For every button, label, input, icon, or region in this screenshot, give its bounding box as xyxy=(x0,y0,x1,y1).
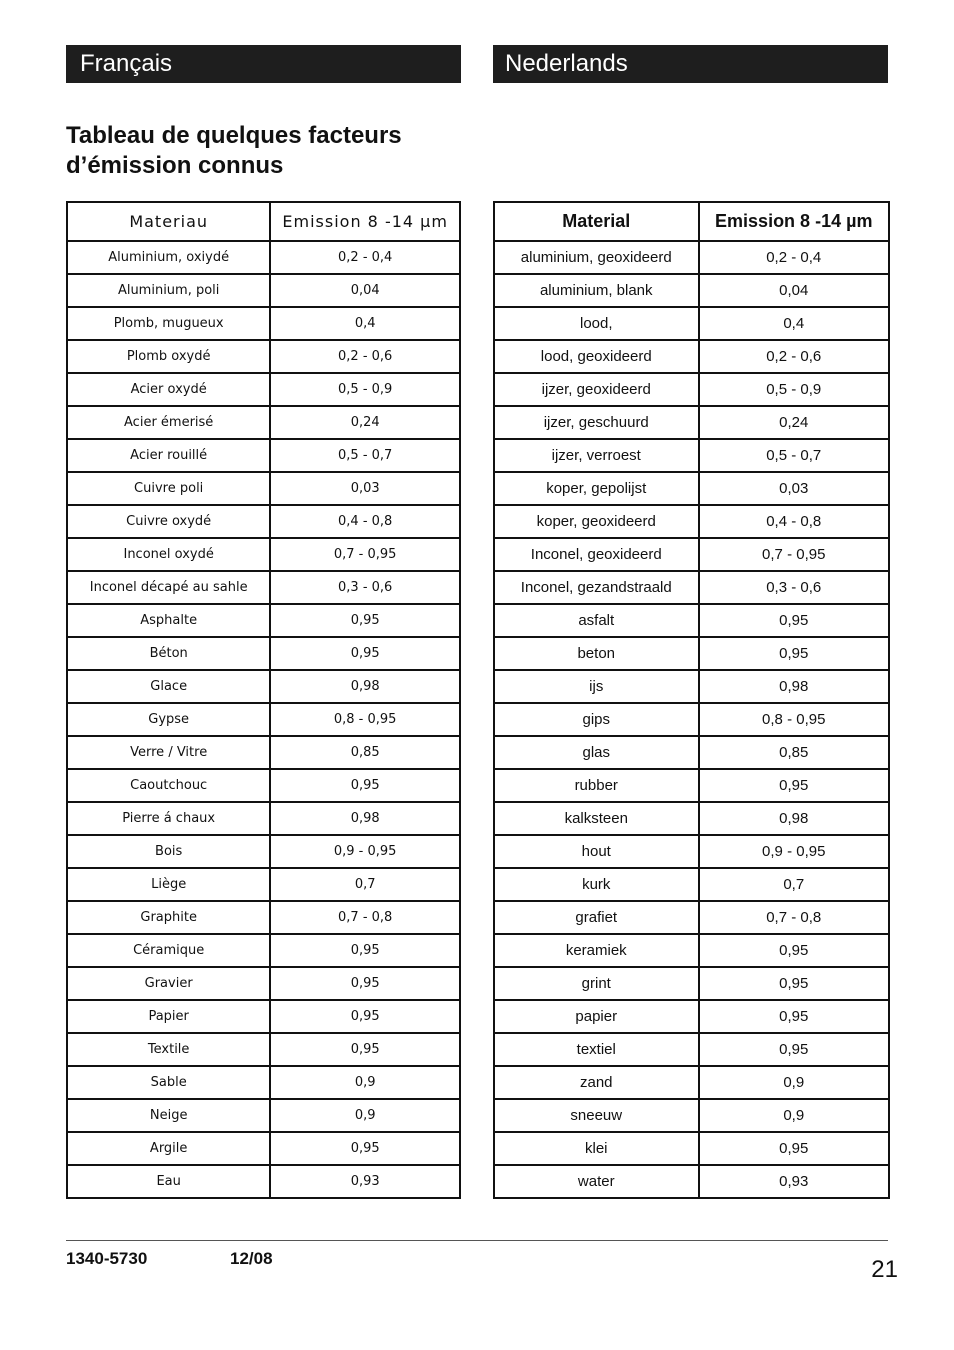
material-cell: Textile xyxy=(67,1033,270,1066)
table-row xyxy=(67,571,460,604)
table-row xyxy=(494,1000,889,1033)
table-row xyxy=(67,307,460,340)
table-row xyxy=(494,835,889,868)
table-row xyxy=(494,1165,889,1198)
emission-cell: 0,7 xyxy=(270,868,460,901)
table-row xyxy=(494,703,889,736)
emission-cell: 0,85 xyxy=(270,736,460,769)
table-row xyxy=(67,835,460,868)
emission-cell: 0,95 xyxy=(270,637,460,670)
material-cell: klei xyxy=(494,1132,699,1165)
material-cell: kurk xyxy=(494,868,699,901)
table-header-row xyxy=(494,202,889,241)
table-row xyxy=(494,670,889,703)
table-row xyxy=(494,373,889,406)
table-row xyxy=(67,703,460,736)
emission-cell: 0,95 xyxy=(699,1132,890,1165)
material-cell: Caoutchouc xyxy=(67,769,270,802)
emission-cell: 0,95 xyxy=(699,967,890,1000)
material-cell: Graphite xyxy=(67,901,270,934)
table-row xyxy=(494,505,889,538)
emission-cell: 0,9 xyxy=(699,1099,890,1132)
page-number: 21 xyxy=(871,1256,898,1283)
table-row xyxy=(494,769,889,802)
material-cell: hout xyxy=(494,835,699,868)
table-row xyxy=(67,868,460,901)
emission-cell: 0,7 - 0,8 xyxy=(270,901,460,934)
emission-cell: 0,98 xyxy=(270,670,460,703)
material-cell: ijzer, geoxideerd xyxy=(494,373,699,406)
emission-cell: 0,95 xyxy=(270,1033,460,1066)
emission-cell: 0,9 xyxy=(699,1066,890,1099)
material-cell: Papier xyxy=(67,1000,270,1033)
emission-cell: 0,03 xyxy=(270,472,460,505)
column-header-material: Materiau xyxy=(67,202,270,241)
table-row xyxy=(494,406,889,439)
emission-cell: 0,4 xyxy=(270,307,460,340)
table-row xyxy=(494,967,889,1000)
emission-cell: 0,4 - 0,8 xyxy=(270,505,460,538)
material-cell: Gravier xyxy=(67,967,270,1000)
emission-cell: 0,7 - 0,95 xyxy=(270,538,460,571)
material-cell: grafiet xyxy=(494,901,699,934)
material-cell: ijzer, verroest xyxy=(494,439,699,472)
table-row xyxy=(67,340,460,373)
material-cell: gips xyxy=(494,703,699,736)
material-cell: Asphalte xyxy=(67,604,270,637)
table-row xyxy=(67,670,460,703)
material-cell: asfalt xyxy=(494,604,699,637)
table-row xyxy=(494,604,889,637)
emission-cell: 0,5 - 0,7 xyxy=(270,439,460,472)
dutch-emission-table xyxy=(493,201,890,1199)
material-cell: Plomb, mugueux xyxy=(67,307,270,340)
material-cell: Argile xyxy=(67,1132,270,1165)
table-row xyxy=(494,637,889,670)
emission-cell: 0,7 - 0,95 xyxy=(699,538,890,571)
emission-cell: 0,95 xyxy=(699,769,890,802)
material-cell: Gypse xyxy=(67,703,270,736)
material-cell: ijzer, geschuurd xyxy=(494,406,699,439)
table-row xyxy=(494,274,889,307)
french-table-body xyxy=(67,241,460,1198)
emission-cell: 0,5 - 0,7 xyxy=(699,439,890,472)
table-row xyxy=(494,571,889,604)
emission-cell: 0,3 - 0,6 xyxy=(699,571,890,604)
emission-cell: 0,9 xyxy=(270,1099,460,1132)
material-cell: Liège xyxy=(67,868,270,901)
table-row xyxy=(494,736,889,769)
material-cell: Pierre á chaux xyxy=(67,802,270,835)
emission-cell: 0,93 xyxy=(699,1165,890,1198)
emission-cell: 0,8 - 0,95 xyxy=(699,703,890,736)
emission-cell: 0,95 xyxy=(270,1132,460,1165)
material-cell: lood, xyxy=(494,307,699,340)
emission-cell: 0,93 xyxy=(270,1165,460,1198)
material-cell: Bois xyxy=(67,835,270,868)
emission-cell: 0,95 xyxy=(699,637,890,670)
material-cell: rubber xyxy=(494,769,699,802)
table-row xyxy=(67,934,460,967)
material-cell: Cuivre poli xyxy=(67,472,270,505)
emission-cell: 0,4 - 0,8 xyxy=(699,505,890,538)
table-row xyxy=(67,604,460,637)
emission-cell: 0,4 xyxy=(699,307,890,340)
material-cell: Céramique xyxy=(67,934,270,967)
emission-cell: 0,2 - 0,4 xyxy=(699,241,890,274)
emission-cell: 0,3 - 0,6 xyxy=(270,571,460,604)
french-title-line2: d’émission connus xyxy=(66,152,284,179)
emission-cell: 0,98 xyxy=(270,802,460,835)
table-row xyxy=(67,406,460,439)
dutch-language-header: Nederlands xyxy=(493,45,888,83)
material-cell: sneeuw xyxy=(494,1099,699,1132)
table-row xyxy=(494,1132,889,1165)
material-cell: koper, geoxideerd xyxy=(494,505,699,538)
table-row xyxy=(67,1099,460,1132)
column-header-material: Material xyxy=(494,202,699,241)
material-cell: koper, gepolijst xyxy=(494,472,699,505)
material-cell: Inconel, gezandstraald xyxy=(494,571,699,604)
table-row xyxy=(67,439,460,472)
emission-cell: 0,2 - 0,6 xyxy=(699,340,890,373)
material-cell: Cuivre oxydé xyxy=(67,505,270,538)
dutch-table-body xyxy=(494,241,889,1198)
table-row xyxy=(67,1066,460,1099)
emission-cell: 0,95 xyxy=(699,604,890,637)
table-row xyxy=(494,802,889,835)
material-cell: Inconel oxydé xyxy=(67,538,270,571)
table-row xyxy=(67,967,460,1000)
emission-cell: 0,03 xyxy=(699,472,890,505)
table-row xyxy=(494,1099,889,1132)
emission-cell: 0,2 - 0,4 xyxy=(270,241,460,274)
document-date: 12/08 xyxy=(230,1249,273,1268)
emission-cell: 0,24 xyxy=(270,406,460,439)
material-cell: Inconel décapé au sahle xyxy=(67,571,270,604)
table-row xyxy=(67,901,460,934)
table-row xyxy=(494,901,889,934)
material-cell: aluminium, blank xyxy=(494,274,699,307)
table-row xyxy=(494,439,889,472)
material-cell: Béton xyxy=(67,637,270,670)
emission-cell: 0,95 xyxy=(270,934,460,967)
table-row xyxy=(67,736,460,769)
footer-divider xyxy=(66,1240,888,1241)
document-number: 1340-5730 xyxy=(66,1249,148,1268)
material-cell: lood, geoxideerd xyxy=(494,340,699,373)
emission-cell: 0,7 xyxy=(699,868,890,901)
table-row xyxy=(67,538,460,571)
material-cell: Acier émerisé xyxy=(67,406,270,439)
french-emission-table xyxy=(66,201,461,1199)
emission-cell: 0,95 xyxy=(699,1033,890,1066)
material-cell: Inconel, geoxideerd xyxy=(494,538,699,571)
emission-cell: 0,5 - 0,9 xyxy=(270,373,460,406)
material-cell: textiel xyxy=(494,1033,699,1066)
material-cell: Sable xyxy=(67,1066,270,1099)
emission-cell: 0,24 xyxy=(699,406,890,439)
material-cell: Acier oxydé xyxy=(67,373,270,406)
material-cell: water xyxy=(494,1165,699,1198)
emission-cell: 0,2 - 0,6 xyxy=(270,340,460,373)
french-language-header: Français xyxy=(66,45,461,83)
emission-cell: 0,95 xyxy=(270,769,460,802)
emission-cell: 0,04 xyxy=(270,274,460,307)
table-row xyxy=(494,241,889,274)
table-row xyxy=(67,373,460,406)
material-cell: glas xyxy=(494,736,699,769)
emission-cell: 0,9 - 0,95 xyxy=(699,835,890,868)
emission-cell: 0,98 xyxy=(699,670,890,703)
table-row xyxy=(67,1132,460,1165)
material-cell: Aluminium, oxiydé xyxy=(67,241,270,274)
emission-cell: 0,95 xyxy=(270,1000,460,1033)
material-cell: beton xyxy=(494,637,699,670)
emission-cell: 0,7 - 0,8 xyxy=(699,901,890,934)
table-row xyxy=(67,769,460,802)
emission-cell: 0,9 - 0,95 xyxy=(270,835,460,868)
material-cell: ijs xyxy=(494,670,699,703)
emission-cell: 0,95 xyxy=(270,604,460,637)
french-table-title xyxy=(66,121,486,181)
material-cell: Neige xyxy=(67,1099,270,1132)
column-header-emission: Emission 8 -14 µm xyxy=(270,202,460,241)
material-cell: Verre / Vitre xyxy=(67,736,270,769)
emission-cell: 0,95 xyxy=(699,934,890,967)
material-cell: kalksteen xyxy=(494,802,699,835)
table-row xyxy=(494,1033,889,1066)
emission-cell: 0,95 xyxy=(699,1000,890,1033)
emission-cell: 0,98 xyxy=(699,802,890,835)
table-row xyxy=(67,802,460,835)
table-row xyxy=(67,1033,460,1066)
table-row xyxy=(494,538,889,571)
table-row xyxy=(67,1000,460,1033)
emission-cell: 0,8 - 0,95 xyxy=(270,703,460,736)
table-row xyxy=(67,241,460,274)
material-cell: Acier rouillé xyxy=(67,439,270,472)
material-cell: Plomb oxydé xyxy=(67,340,270,373)
table-row xyxy=(67,472,460,505)
emission-cell: 0,95 xyxy=(270,967,460,1000)
table-row xyxy=(67,637,460,670)
emission-cell: 0,9 xyxy=(270,1066,460,1099)
column-header-emission: Emission 8 -14 µm xyxy=(699,202,890,241)
material-cell: papier xyxy=(494,1000,699,1033)
french-title-line1: Tableau de quelques facteurs xyxy=(66,122,402,149)
material-cell: Aluminium, poli xyxy=(67,274,270,307)
table-row xyxy=(494,472,889,505)
material-cell: zand xyxy=(494,1066,699,1099)
table-row xyxy=(67,505,460,538)
material-cell: keramiek xyxy=(494,934,699,967)
material-cell: Glace xyxy=(67,670,270,703)
table-row xyxy=(67,274,460,307)
material-cell: grint xyxy=(494,967,699,1000)
emission-cell: 0,85 xyxy=(699,736,890,769)
material-cell: Eau xyxy=(67,1165,270,1198)
table-row xyxy=(494,868,889,901)
emission-cell: 0,5 - 0,9 xyxy=(699,373,890,406)
table-row xyxy=(67,1165,460,1198)
table-row xyxy=(494,340,889,373)
table-row xyxy=(494,934,889,967)
table-header-row xyxy=(67,202,460,241)
table-row xyxy=(494,1066,889,1099)
emission-cell: 0,04 xyxy=(699,274,890,307)
table-row xyxy=(494,307,889,340)
material-cell: aluminium, geoxideerd xyxy=(494,241,699,274)
